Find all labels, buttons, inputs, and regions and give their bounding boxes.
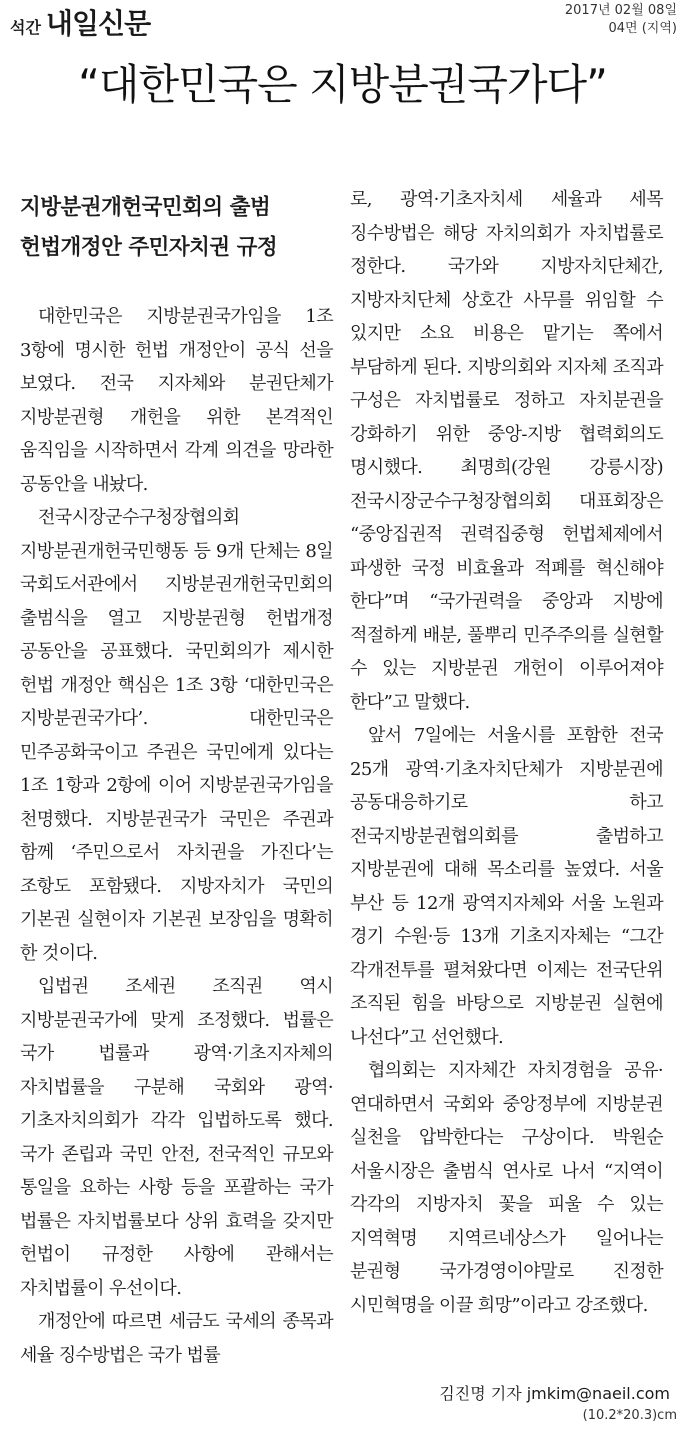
article-headline: “대한민국은 지방분권국가다” xyxy=(78,60,607,109)
publication-date: 2017년 02월 08일 xyxy=(564,3,677,18)
body-paragraph-4: 개정안에 따르면 세금도 국세의 종목과 세율 징수방법은 국가 법률 xyxy=(20,1311,333,1366)
article-size-note: (10.2*20.3)cm xyxy=(582,1408,677,1423)
body-paragraph-3: 입법권 조세권 조직권 역시 지방분권국가에 맞게 조정했다. 법률은 국가 법률과 광역·기초지자체의 자치법률을 구분해 국회와 광역·기초자치의회가 각각 입법하도록 했다. 국가 존립과 국민 안전, 전국적인 규모와 통일을 요하는 사항 등을 포괄하는 국가 법률은 자치법률보다 상위 효력을 갖지만 헌법이 규정한 사항에 관해서는 자치법률이 우선이다. xyxy=(20,976,333,1299)
body-paragraph-6: 협의회는 지자체간 자치경험을 공유·연대하면서 국회와 중앙정부에 지방분권 실천을 압박한다는 구상이다. 박원순 서울시장은 출범식 연사로 나서 “지역이 각각의 지방자치 꽃을 피울 수 있는 지역혁명 지역르네상스가 일어나는 분권형 국가경영이야말로 진정한 시민혁명을 이끌 희망”이라고 강조했다. xyxy=(350,1060,663,1316)
publication-meta xyxy=(565,2,677,38)
page-section: 04면 (지역) xyxy=(608,21,677,36)
subheadline-line-1: 지방분권개헌국민회의 출범 xyxy=(20,195,271,220)
masthead-prefix: 석간 xyxy=(10,18,41,37)
masthead-name: 내일신문 xyxy=(45,7,151,40)
masthead xyxy=(10,2,150,38)
body-paragraph-4-continued: 로, 광역·기초자치세 세율과 세목 징수방법은 해당 자치의회가 자치법률로 정한다. 국가와 지방자치단체간, 지방자치단체 상호간 사무를 위임할 수 있지만 소요 비용은 맡기는 쪽에서 부담하게 된다. 지방의회와 지자체 조직과 구성은 자치법률로 정하고 자치분권을 강화하기 위한 중앙-지방 협력회의도 명시했다. 최명희(강원 강릉시장) 전국시장군수구청장협의회 대표회장은 “중앙집권적 권력집중형 헌법체제에서 파생한 국정 비효율과 적폐를 혁신해야 한다”며 “국가권력을 중앙과 지방에 적절하게 배분, 풀뿌리 민주주의를 실현할 수 있는 지방분권 개헌이 이루어져야 한다”고 말했다. xyxy=(350,189,663,713)
subheadline xyxy=(20,188,333,268)
body-paragraph-5: 앞서 7일에는 서울시를 포함한 전국 25개 광역·기초자치단체가 지방분권에 공동대응하기로 하고 전국지방분권협의회를 출범하고 지방분권에 대해 목소리를 높였다. 서울 부산 등 12개 광역지자체와 서울 노원과 경기 수원·등 13개 기초지자체는 “그간 각개전투를 펼쳐왔다면 이제는 전국단위 조직된 힘을 바탕으로 지방분권 실현에 나선다”고 선언했다. xyxy=(350,725,663,1048)
right-column xyxy=(350,183,663,1322)
body-paragraph-2: 전국시장군수구청장협의회 지방분권개헌국민행동 등 9개 단체는 8일 국회도서관에서 지방분권개헌국민회의 출범식을 열고 지방분권형 헌법개정 공동안을 공표했다. 국민회의가 제시한 헌법 개정안 핵심은 1조 3항 ‘대한민국은 지방분권국가다’. 대한민국은 민주공화국이고 주권은 국민에게 있다는 1조 1항과 2항에 이어 지방분권국가임을 천명했다. 지방분권국가 국민은 주권과 함께 ‘주민으로서 자치권을 가진다’는 조항도 포함됐다. 지방자치가 국민의 기본권 실현이자 기본권 보장임을 명확히 한 것이다. xyxy=(20,507,333,964)
byline: 김진명 기자 jmkim@naeil.com xyxy=(439,1384,670,1403)
body-paragraph-1: 대한민국은 지방분권국가임을 1조 3항에 명시한 헌법 개정안이 공식 선을 보였다. 전국 지자체와 분권단체가 지방분권형 개헌을 위한 본격적인 움직임을 시작하면서 각계 의견을 망라한 공동안을 내놨다. xyxy=(20,306,333,495)
left-column xyxy=(20,188,333,1372)
subheadline-line-2: 헌법개정안 주민자치권 규정 xyxy=(20,235,278,260)
